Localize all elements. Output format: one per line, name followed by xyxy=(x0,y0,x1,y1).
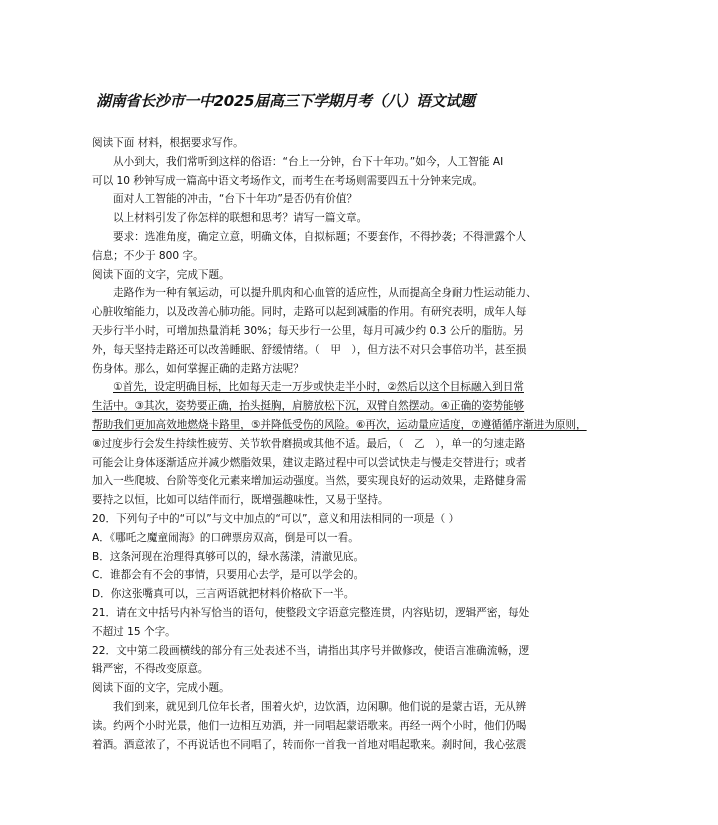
text-line: 20．下列句子中的“可以”与文中加点的“可以”，意义和用法相同的一项是（ ） xyxy=(92,512,460,525)
text-line: 阅读下面的文字，完成小题。 xyxy=(92,682,230,695)
document-title: 湖南省长沙市一中2025届高三下学期月考（八）语文试题 xyxy=(96,92,475,110)
text-line: 天步行半小时，可增加热量消耗 30%；每天步行一公里，每月可减少约 0.3 公斤的脂肪。另 xyxy=(92,324,524,337)
text-line: 伤身体。那么，如何掌握正确的走路方法呢？ xyxy=(92,362,304,375)
underlined-text: 生活中。③其次，姿势要正确，抬头挺胸，肩膀放松下沉，双臂自然摆动。④正确的姿势能够 xyxy=(92,400,525,413)
text-line: B．这条河现在治理得真够可以的，绿水荡漾，清澈见底。 xyxy=(92,550,365,563)
text-line: 不超过 15 个字。 xyxy=(92,625,176,638)
text-line: 21．请在文中括号内补写恰当的语句，使整段文字语意完整连贯，内容贴切，逻辑严密，每处 xyxy=(92,606,530,619)
document-body xyxy=(92,134,632,754)
text-line: 我们到来，就见到几位年长者，围着火炉，边饮酒，边闲聊。他们说的是蒙古语，无从辨 xyxy=(113,700,527,713)
text-line: C．谁都会有不会的事情，只要用心去学，是可以学会的。 xyxy=(92,569,365,582)
text-line: 读。约两个小时光景，他们一边相互劝酒，并一同唱起蒙语歌来。再经一两个小时，他们仍喝 xyxy=(92,719,527,732)
text-line: 要持之以恒，比如可以结伴而行，既增强趣味性，又易于坚持。 xyxy=(92,494,389,507)
text-line: 外，每天坚持走路还可以改善睡眠、舒缓情绪。（ 甲 ），但方法不对只会事倍功半，甚至损 xyxy=(92,343,527,356)
text-line: 信息；不少于 800 字。 xyxy=(92,249,204,262)
text-line: 走路作为一种有氧运动，可以提升肌肉和心血管的适应性，从而提高全身耐力性运动能力、 xyxy=(113,287,537,300)
underlined-text: 帮助我们更加高效地燃烧卡路里，⑤并降低受伤的风险。⑥再次，运动量应适度，⑦遵循循序渐进为原则， xyxy=(92,418,587,431)
text-line: 面对人工智能的冲击，“台下十年功”是否仍有价值？ xyxy=(113,193,358,206)
text-line: 以上材料引发了你怎样的联想和思考？请写一篇文章。 xyxy=(113,212,368,225)
text-line: D．你这张嘴真可以，三言两语就把材料价格砍下一半。 xyxy=(92,588,355,601)
text-line: 辑严密，不得改变原意。 xyxy=(92,663,209,676)
text-line: 可以 10 秒钟写成一篇高中语文考场作文，而考生在考场则需要四五十分钟来完成。 xyxy=(92,174,483,187)
text-line: 阅读下面 材料，根据要求写作。 xyxy=(92,137,244,149)
text-line xyxy=(92,378,632,397)
text-line: 22．文中第二段画横线的部分有三处表述不当，请指出其序号并做修改，使语言准确流畅，逻 xyxy=(92,644,530,657)
text-line: 着酒。酒意浓了，不再说话也不同唱了，转而你一首我一首地对唱起歌来。刹时间，我心弦震 xyxy=(92,738,527,751)
text-line: ⑧过度步行会发生持续性疲劳、关节软骨磨损或其他不适。最后，（ 乙 ），单一的匀速走路 xyxy=(92,437,526,450)
text-line: 要求：选准角度，确定立意，明确文体，自拟标题；不要套作，不得抄袭；不得泄露个人 xyxy=(113,230,527,243)
text-line: 阅读下面的文字，完成下题。 xyxy=(92,268,230,281)
text-line: 可能会让身体逐渐适应并减少燃脂效果，建议走路过程中可以尝试快走与慢走交替进行；或者 xyxy=(92,456,527,469)
text-line xyxy=(92,397,632,416)
text-line: A．《哪吒之魔童闹海》的口碑票房双高，倒是可以一看。 xyxy=(92,531,359,544)
text-line xyxy=(92,416,632,435)
underlined-text: ①首先，设定明确目标，比如每天走一万步或快走半小时，②然后以这个目标融入到日常 xyxy=(113,381,524,394)
text-line: 心脏收缩能力，以及改善心肺功能。同时，走路可以起到减脂的作用。有研究表明，成年人每 xyxy=(92,306,527,319)
text-line: 从小到大，我们常听到这样的俗语：“台上一分钟，台下十年功。”如今，人工智能 AI xyxy=(113,155,504,168)
text-line: 加入一些爬坡、台阶等变化元素来增加运动强度。当然，要实现良好的运动效果，走路健身需 xyxy=(92,475,527,488)
